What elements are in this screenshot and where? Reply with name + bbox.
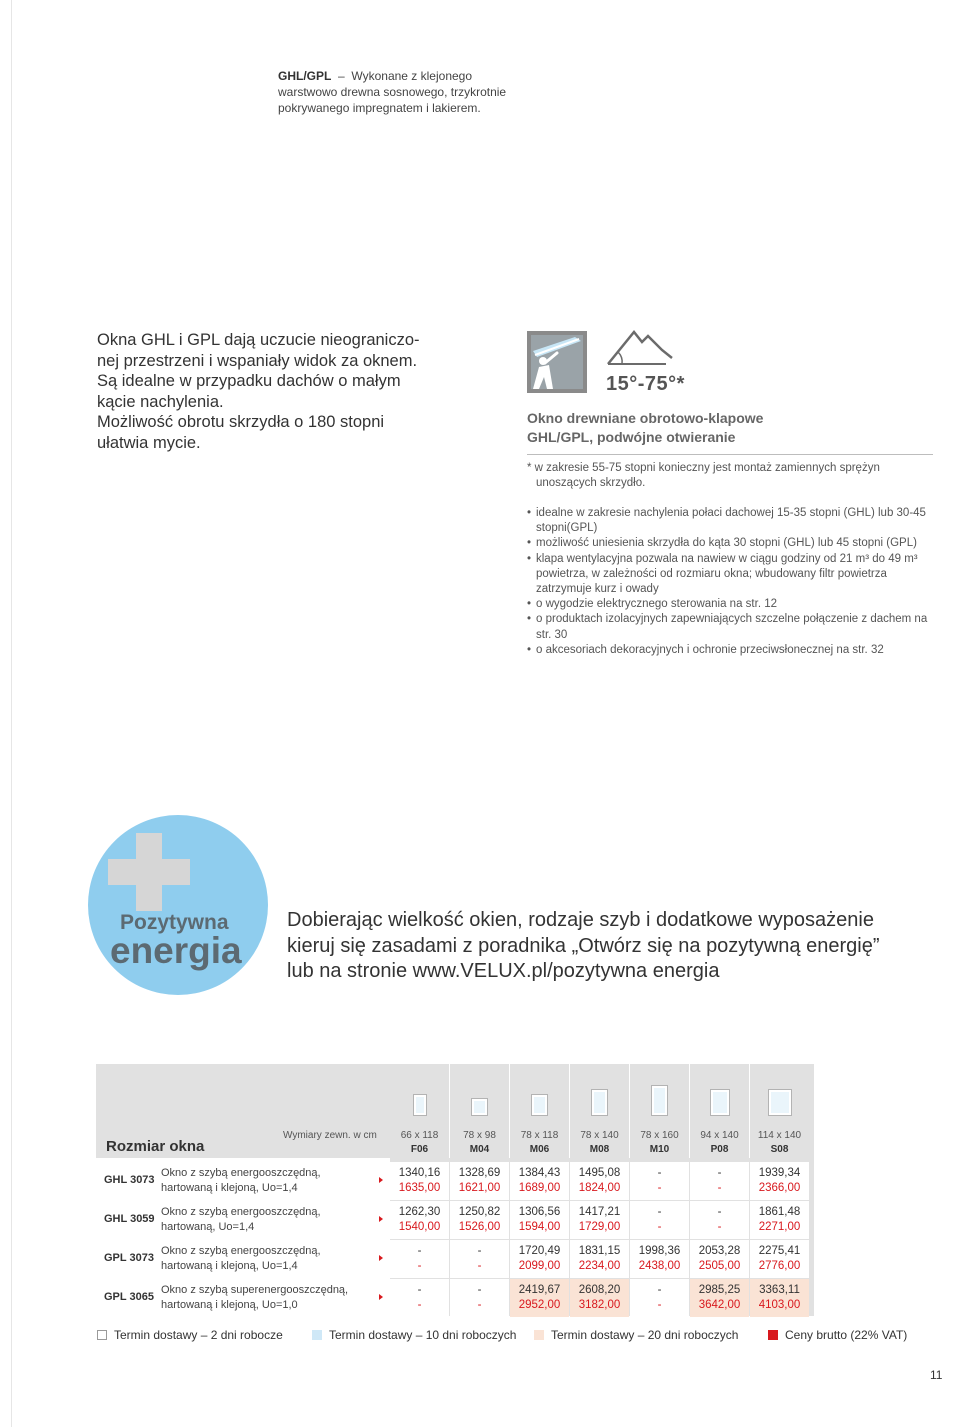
table-row <box>96 1162 814 1200</box>
column-separator <box>689 1064 690 1158</box>
column-code: P08 <box>710 1144 729 1155</box>
net-price: 1340,16 <box>398 1167 441 1179</box>
gross-price: - <box>417 1260 422 1272</box>
column-code: F06 <box>410 1144 429 1155</box>
description-line: hartowaną i klejoną, Uo=1,4 <box>161 1182 298 1194</box>
price-cell <box>450 1240 509 1278</box>
price-cell <box>570 1240 629 1278</box>
column-dimension: 114 x 140 <box>757 1130 802 1141</box>
feature-item: • klapa wentylacyjna pozwala na nawiew w ciągu godziny od 21 m³ do 49 m³ powietrza, w zależności od rozmiaru okna; wbudowany filtr powietrza zatrzymuje kurz i owady <box>527 552 939 598</box>
net-price: 2275,41 <box>758 1245 801 1257</box>
price-cell <box>750 1279 809 1317</box>
description-line: Okno z szybą energooszczędną, <box>161 1206 321 1218</box>
net-price: 1306,56 <box>518 1206 561 1218</box>
net-price: - <box>717 1167 722 1179</box>
gross-price: 1540,00 <box>398 1221 441 1233</box>
column-header <box>570 1064 629 1158</box>
column-header <box>630 1064 689 1158</box>
gross-price: - <box>477 1299 482 1311</box>
net-price: - <box>717 1206 722 1218</box>
net-price: - <box>477 1284 482 1296</box>
legend-swatch <box>768 1330 778 1340</box>
column-header <box>690 1064 749 1158</box>
footnote-line: * w zakresie 55-75 stopni konieczny jest montaż zamiennych sprężyn <box>527 462 880 474</box>
legend-swatch <box>312 1330 322 1340</box>
model-code: GPL 3073 <box>104 1252 154 1264</box>
model-code: GHL 3059 <box>104 1213 155 1225</box>
legend-swatch <box>534 1330 544 1340</box>
price-cell <box>450 1279 509 1317</box>
net-price: - <box>417 1284 422 1296</box>
window-size-icon <box>591 1089 608 1116</box>
lead-line: Możliwość obrotu skrzydła o 180 stopni <box>97 413 385 431</box>
net-price: - <box>657 1206 662 1218</box>
description-line: Okno z szybą energooszczędną, <box>161 1167 321 1179</box>
column-separator <box>629 1064 630 1158</box>
legend-swatch <box>97 1330 107 1340</box>
gross-price: 1689,00 <box>518 1182 561 1194</box>
gross-price: - <box>657 1221 662 1233</box>
price-cell <box>690 1162 749 1200</box>
feature-item: • o akcesoriach dekoracyjnych i ochronie przeciwsłonecznej na str. 32 <box>527 643 939 658</box>
row-arrow-icon <box>379 1255 383 1261</box>
legend-item-10-days <box>312 1328 516 1342</box>
feature-list <box>527 506 939 658</box>
column-code: M08 <box>589 1144 610 1155</box>
feature-item: • o produktach izolacyjnych zapewniających szczelne połączenie z dachem na str. 30 <box>527 612 939 642</box>
feature-item: • możliwość uniesienia skrzydła do kąta 30 stopni (GHL) lub 45 stopni (GPL) <box>527 536 939 551</box>
lead-line: nej przestrzeni i wspaniały widok za oknem. <box>97 351 418 370</box>
lead-line: kącie nachylenia. <box>97 392 224 411</box>
price-cell <box>390 1201 449 1239</box>
gross-price: 3642,00 <box>698 1299 741 1311</box>
feature-item: • o wygodzie elektrycznego sterowania na str. 12 <box>527 597 939 612</box>
table-title: Rozmiar okna <box>106 1138 205 1155</box>
net-price: - <box>657 1167 662 1179</box>
price-cell <box>750 1240 809 1278</box>
caption-text: Wykonane z klejonego warstwowo drewna sosnowego, trzykrotnie pokrywanego impregnatem i lakierem. <box>278 69 507 115</box>
gross-price: 1526,00 <box>458 1221 501 1233</box>
page-edge-line <box>11 0 12 1427</box>
description-line: hartowaną i klejoną, Uo=1,4 <box>161 1260 298 1272</box>
net-price: 1720,49 <box>518 1245 561 1257</box>
legend-item-gross-price <box>768 1328 907 1342</box>
description-line: Okno z szybą energooszczędną, <box>161 1245 321 1257</box>
gross-price: 1635,00 <box>398 1182 441 1194</box>
gross-price: 4103,00 <box>758 1299 801 1311</box>
energy-text-line: Dobierając wielkość okien, rodzaje szyb i dodatkowe wyposażenie <box>287 909 874 931</box>
net-price: 1495,08 <box>578 1167 621 1179</box>
energy-guide-text <box>287 908 907 985</box>
description-line: hartowaną i klejoną, Uo=1,0 <box>161 1299 298 1311</box>
net-price: 1262,30 <box>398 1206 441 1218</box>
price-cell <box>390 1279 449 1317</box>
price-table <box>96 1064 814 1316</box>
legend-label: Termin dostawy – 10 dni roboczych <box>329 1328 517 1342</box>
footnote-line: unoszących skrzydło. <box>536 477 646 489</box>
energy-text-line: kieruj się zasadami z poradnika „Otwórz się na pozytywną energię” <box>287 934 880 957</box>
feature-item: • idealne w zakresie nachylenia połaci dachowej 15-35 stopni (GHL) lub 30-45 stopni(GPL) <box>527 506 939 536</box>
column-code: S08 <box>770 1144 789 1155</box>
net-price: - <box>657 1284 662 1296</box>
model-code: GPL 3065 <box>104 1291 154 1303</box>
gross-price: - <box>477 1260 482 1272</box>
column-separator <box>509 1064 510 1158</box>
page-number: 11 <box>930 1368 943 1382</box>
gross-price: - <box>417 1299 422 1311</box>
price-cell <box>690 1201 749 1239</box>
row-arrow-icon <box>379 1216 383 1222</box>
column-header <box>750 1064 809 1158</box>
price-cell <box>510 1162 569 1200</box>
net-price: 3363,11 <box>759 1284 800 1296</box>
row-arrow-icon <box>379 1294 383 1300</box>
gross-price: 1621,00 <box>458 1182 501 1194</box>
column-code: M10 <box>649 1144 670 1155</box>
column-dimension: 78 x 140 <box>580 1130 619 1141</box>
price-cell <box>750 1162 809 1200</box>
lead-paragraph <box>97 330 437 453</box>
net-price: 1831,15 <box>578 1245 621 1257</box>
net-price: 2608,20 <box>578 1284 621 1296</box>
gross-price: - <box>657 1182 662 1194</box>
gross-price: - <box>717 1221 722 1233</box>
gross-price: 3182,00 <box>578 1299 621 1311</box>
gross-price: - <box>657 1299 662 1311</box>
window-size-icon <box>768 1089 792 1116</box>
gross-price: 2099,00 <box>518 1260 561 1272</box>
energy-text-line: lub na stronie www.VELUX.pl/pozytywna energia <box>287 960 720 982</box>
net-price: - <box>417 1245 422 1257</box>
price-cell <box>390 1240 449 1278</box>
caption-code: GHL/GPL <box>278 69 332 83</box>
title-divider <box>527 454 933 455</box>
model-description <box>161 1283 381 1313</box>
positive-energy-badge <box>88 815 268 995</box>
column-header <box>510 1064 569 1158</box>
gross-price: 1824,00 <box>578 1182 621 1194</box>
gross-price: - <box>717 1182 722 1194</box>
net-price: - <box>477 1245 482 1257</box>
spring-footnote <box>527 461 937 491</box>
price-cell <box>690 1240 749 1278</box>
gross-price: 2234,00 <box>578 1260 621 1272</box>
price-cell <box>510 1240 569 1278</box>
price-cell <box>690 1279 749 1317</box>
delivery-legend <box>97 1328 917 1344</box>
badge-line-2: energia <box>110 930 242 971</box>
badge-line-1: Pozytywna <box>120 911 229 934</box>
angle-range: 15°-75°* <box>606 373 685 395</box>
roof-angle-icon <box>604 328 676 368</box>
legend-label: Ceny brutto (22% VAT) <box>785 1328 908 1342</box>
net-price: 1250,82 <box>458 1206 501 1218</box>
model-description <box>161 1244 381 1274</box>
price-cell <box>570 1201 629 1239</box>
column-dimension: 78 x 118 <box>520 1130 559 1141</box>
net-price: 1861,48 <box>758 1206 801 1218</box>
column-dimension: 66 x 118 <box>400 1130 439 1141</box>
net-price: 2985,25 <box>698 1284 741 1296</box>
column-header <box>390 1064 449 1158</box>
window-size-icon <box>471 1098 488 1116</box>
model-code: GHL 3073 <box>104 1174 155 1186</box>
product-title-line: GHL/GPL, podwójne otwieranie <box>527 429 736 445</box>
lead-line: Są idealne w przypadku dachów o małym <box>97 372 401 390</box>
gross-price: 2438,00 <box>638 1260 681 1272</box>
description-line: Okno z szybą superenergooszczędną, <box>161 1284 349 1296</box>
product-title-line: Okno drewniane obrotowo-klapowe <box>527 410 764 426</box>
model-description <box>161 1205 381 1235</box>
column-dimension: 78 x 98 <box>463 1130 496 1141</box>
price-cell <box>570 1279 629 1317</box>
column-dimension: 94 x 140 <box>700 1130 739 1141</box>
column-dimension: 78 x 160 <box>640 1130 679 1141</box>
column-header <box>450 1064 509 1158</box>
price-cell <box>630 1162 689 1200</box>
column-separator <box>449 1064 450 1158</box>
gross-price: 2952,00 <box>518 1299 561 1311</box>
window-size-icon <box>710 1089 730 1116</box>
net-price: 2053,28 <box>698 1245 741 1257</box>
price-cell <box>390 1162 449 1200</box>
product-title <box>527 409 947 447</box>
price-cell <box>510 1279 569 1317</box>
column-code: M04 <box>469 1144 490 1155</box>
net-price: 1998,36 <box>638 1245 681 1257</box>
row-arrow-icon <box>379 1177 383 1183</box>
lead-line: ułatwia mycie. <box>97 433 201 452</box>
price-cell <box>450 1201 509 1239</box>
table-row <box>96 1279 814 1317</box>
price-cell <box>630 1240 689 1278</box>
price-cell <box>750 1201 809 1239</box>
price-cell <box>510 1201 569 1239</box>
legend-item-2-days <box>97 1328 283 1342</box>
gross-price: 1594,00 <box>518 1221 561 1233</box>
gross-price: 2776,00 <box>758 1260 801 1272</box>
legend-item-20-days <box>534 1328 738 1342</box>
window-size-icon <box>531 1094 548 1116</box>
gross-price: 1729,00 <box>578 1221 621 1233</box>
net-price: 1417,21 <box>578 1206 621 1218</box>
price-cell <box>630 1279 689 1317</box>
lead-line: Okna GHL i GPL dają uczucie nieograniczo- <box>97 331 420 349</box>
legend-label: Termin dostawy – 2 dni robocze <box>114 1328 283 1342</box>
model-description <box>161 1166 381 1196</box>
table-row <box>96 1240 814 1278</box>
table-row <box>96 1201 814 1239</box>
gross-price: 2271,00 <box>758 1221 801 1233</box>
price-cell <box>570 1162 629 1200</box>
column-separator <box>569 1064 570 1158</box>
window-size-icon <box>413 1094 427 1116</box>
net-price: 1939,34 <box>758 1167 801 1179</box>
column-code: M06 <box>529 1144 550 1155</box>
window-size-icon <box>651 1085 668 1116</box>
net-price: 2419,67 <box>518 1284 561 1296</box>
window-opening-icon <box>527 331 587 393</box>
net-price: 1328,69 <box>458 1167 501 1179</box>
product-caption: GHL/GPL – Wykonane z klejonego warstwowo drewna sosnowego, trzykrotnie pokrywanego impregnatem i lakierem. <box>278 69 507 115</box>
legend-label: Termin dostawy – 20 dni roboczych <box>551 1328 739 1342</box>
gross-price: 2505,00 <box>698 1260 741 1272</box>
net-price: 1384,43 <box>518 1167 561 1179</box>
column-separator <box>749 1064 750 1158</box>
dimensions-label: Wymiary zewn. w cm <box>283 1130 377 1141</box>
gross-price: 2366,00 <box>758 1182 801 1194</box>
description-line: hartowaną, Uo=1,4 <box>161 1221 255 1233</box>
price-cell <box>630 1201 689 1239</box>
price-cell <box>450 1162 509 1200</box>
